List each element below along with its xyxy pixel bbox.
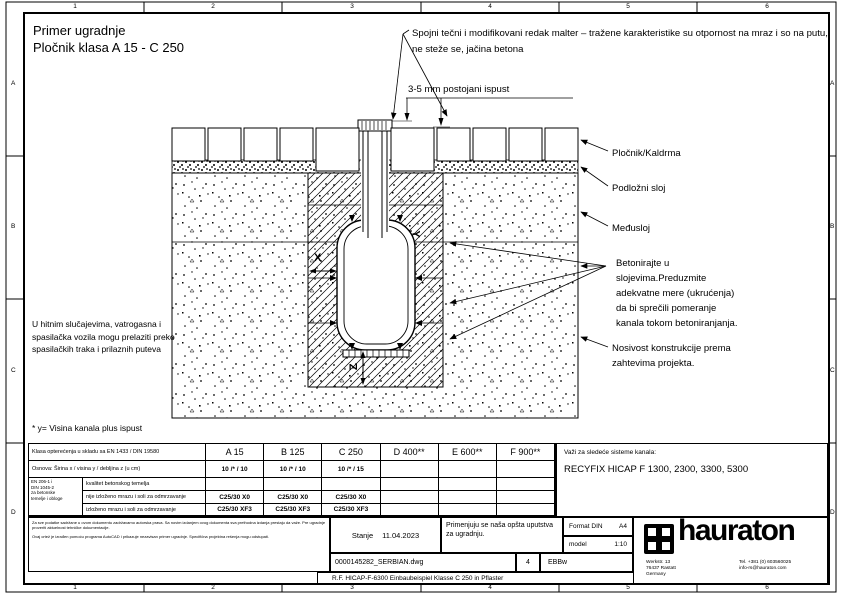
label-pavement-text: Pločnik/Kaldrma [612, 148, 681, 159]
label-interlayer [612, 221, 650, 236]
page-title [33, 22, 184, 56]
q-f [497, 478, 555, 491]
contact-phone: Tel. +381 (0) 603560025 [739, 560, 792, 565]
frame-col-5b: 5 [626, 584, 630, 591]
frame-row-a2: A [830, 80, 835, 87]
general-note-cell [441, 517, 563, 553]
scale-label: model [569, 541, 587, 548]
company-contact [739, 560, 791, 572]
emergency-line1: U hitnim slučajevima, vatrogasna i [32, 319, 161, 329]
label-concrete-line1: Betonirajte u [616, 258, 670, 269]
q-c [322, 478, 380, 491]
frame-col-2: 2 [211, 3, 215, 10]
label-interlayer-text: Međusloj [612, 223, 651, 234]
frame-col-4: 4 [488, 3, 492, 10]
dim-z-label: Z [346, 363, 359, 371]
col-header-a15: A 15 [206, 444, 264, 461]
disclaimer-paragraph-1: Za sve podatke sadržane u ovom dokumentu zadržavamo autorska prava. Sa novim izdanjem ovog dokumenta sva prethodna izdanja prestaju da važe. Pre ugradnje proveriti aktuelnost tehničke dokumentacije. [32, 520, 326, 531]
format-label: Format DIN [569, 523, 603, 530]
col-header-d400: D 400** [381, 444, 439, 461]
address-line2: 76437 Rastatt [646, 566, 676, 572]
q-b [264, 478, 322, 491]
nf-e [439, 491, 497, 504]
format-cell [563, 517, 633, 536]
label-bearing-line2: zahtevima projekta. [612, 358, 695, 369]
mortar-note: Spojni tečni i modifikovani redak malter – tražene karakteristike su otpornost na mraz i so na putu, ne steže se, jačina betona [412, 28, 828, 55]
col-header-b125: B 125 [264, 444, 322, 461]
row-frost-label: izloženo mrazu i soli za odmrzavanje [83, 504, 206, 516]
format-value: A4 [619, 523, 627, 530]
frame-row-d: D [11, 509, 16, 516]
col-header-e600: E 600** [439, 444, 497, 461]
frame-col-3: 3 [350, 3, 354, 10]
file-name: 0000145282_SERBIAN.dwg [335, 559, 424, 566]
doc-title: R.F. HICAP-F-6300 Einbaubeispiel Klasse C 250 in Pflaster [332, 574, 504, 582]
label-bearing-line1: Nosivost konstrukcije prema [612, 343, 731, 354]
page-title-line2: Pločnik klasa A 15 - C 250 [33, 40, 185, 55]
bedding-value-a: 10 /* / 10 [206, 461, 264, 478]
systems-heading: Važi za sledeće sisteme kanala: [564, 449, 657, 456]
label-pavement [612, 146, 681, 161]
col-header-c250: C 250 [322, 444, 380, 461]
row-quality-label: kvalitet betonskog temelja [83, 478, 206, 491]
company-logo-block [633, 514, 828, 584]
frame-col-5: 5 [626, 3, 630, 10]
company-address [646, 560, 676, 579]
fr-b: C25/30 XF3 [264, 504, 322, 516]
label-bedding [612, 181, 665, 196]
frame-row-d2: D [830, 509, 835, 516]
fr-f [497, 504, 555, 516]
bedding-value-b: 10 /* / 10 [264, 461, 322, 478]
label-concrete-line3: adekvatne mere (ukrućenja) [616, 288, 735, 299]
dimension-gap [392, 98, 573, 127]
doc-title-cell [317, 572, 637, 584]
frame-row-b: B [11, 223, 16, 230]
channel-body [337, 220, 415, 357]
status-label: Stanje [351, 530, 374, 540]
bedding-value-f [497, 461, 555, 478]
norm-line1: EN 206-1 i [31, 479, 53, 484]
col-header-f900: F 900** [497, 444, 555, 461]
frame-col-2b: 2 [211, 584, 215, 591]
general-note-text: Primenjuju se naša opšta uputstva za ugradnju. [446, 522, 554, 538]
contact-email: info-rs@hauraton.com [739, 566, 787, 572]
address-line1: Werkstr. 13 [646, 560, 671, 565]
norm-line4: temelje i obloge [31, 495, 63, 501]
disclaimer-paragraph-2: Ovaj crtež je izrađen pomoću programa AutoCAD i prikazuje nezavisan primer ugradnje. Specifična projektna rešenja mogu odstupati. [32, 534, 270, 540]
label-concrete-line5: kanala tokom betoniranjanja. [616, 318, 738, 329]
frame-row-c2: C [830, 367, 835, 374]
editor-code: EBBw [548, 559, 568, 566]
brand-name: hauraton [678, 514, 795, 547]
gap-note: 3-5 mm postojani ispust [408, 84, 510, 95]
fr-c: C25/30 XF3 [322, 504, 380, 516]
frame-row-c: C [11, 367, 16, 374]
status-date: 11.04.2023 [382, 530, 420, 540]
status-cell [330, 517, 441, 553]
q-d [381, 478, 439, 491]
sheet-number-cell [516, 553, 540, 572]
bedding-label: Osnova: Širina x / visina y / debljina z (u cm) [29, 461, 206, 478]
load-class-table [28, 443, 556, 517]
frame-col-1b: 1 [73, 584, 77, 591]
frame-col-1: 1 [73, 3, 77, 10]
norm-line2: DIN 1045-2 [31, 484, 55, 490]
dim-x-label: X [314, 252, 322, 264]
hauraton-logo-icon [644, 524, 674, 554]
frame-col-6: 6 [765, 3, 769, 10]
norm-line3: za betonske [31, 490, 56, 495]
label-concrete-layers [616, 256, 737, 331]
label-concrete-line4: da bi sprečili pomeranje [616, 303, 717, 314]
page-title-line1: Primer ugradnje [33, 23, 126, 38]
q-e [439, 478, 497, 491]
bedding-value-c: 10 /* / 15 [322, 461, 380, 478]
fr-a: C25/30 XF3 [206, 504, 264, 516]
label-concrete-line2: slojevima.Preduzmite [616, 273, 707, 284]
disclaimer-cell [28, 517, 330, 572]
emergency-note [32, 318, 175, 356]
concrete-norm-cell [29, 478, 83, 516]
fr-e [439, 504, 497, 516]
dim-y-label: Y [409, 230, 422, 238]
nf-a: C25/30 X0 [206, 491, 264, 504]
footnote: * y= Visina kanala plus ispust [32, 423, 143, 433]
emergency-line3: spasilačkih traka i prilaznih puteva [32, 344, 161, 354]
fr-d [381, 504, 439, 516]
frame-col-6b: 6 [765, 584, 769, 591]
bedding-value-d [381, 461, 439, 478]
label-bearing [612, 341, 731, 371]
nf-d [381, 491, 439, 504]
frame-row-b2: B [830, 223, 835, 230]
bedding-value-e [439, 461, 497, 478]
q-a [206, 478, 264, 491]
scale-value: 1:10 [614, 541, 627, 548]
sheet-number: 4 [526, 559, 530, 566]
address-line3: Germany [646, 572, 666, 578]
emergency-line2: spasilačka vozila mogu prelaziti preko [32, 331, 175, 342]
editor-cell [540, 553, 633, 572]
systems-value: RECYFIX HICAP F 1300, 2300, 3300, 5300 [564, 464, 749, 475]
frame-row-a: A [11, 80, 16, 87]
row-nofrost-label: nije izloženo mrazu i soli za odmrzavanje [83, 491, 206, 504]
nf-f [497, 491, 555, 504]
file-name-cell [330, 553, 516, 572]
nf-b: C25/30 X0 [264, 491, 322, 504]
nf-c: C25/30 X0 [322, 491, 380, 504]
valid-systems-panel [556, 443, 828, 517]
scale-cell [563, 536, 633, 553]
label-bedding-text: Podložni sloj [612, 183, 666, 194]
frame-col-4b: 4 [488, 584, 492, 591]
load-class-label: Klasa opterećenja u skladu sa EN 1433 / DIN 19580 [29, 444, 206, 461]
frame-col-3b: 3 [350, 584, 354, 591]
